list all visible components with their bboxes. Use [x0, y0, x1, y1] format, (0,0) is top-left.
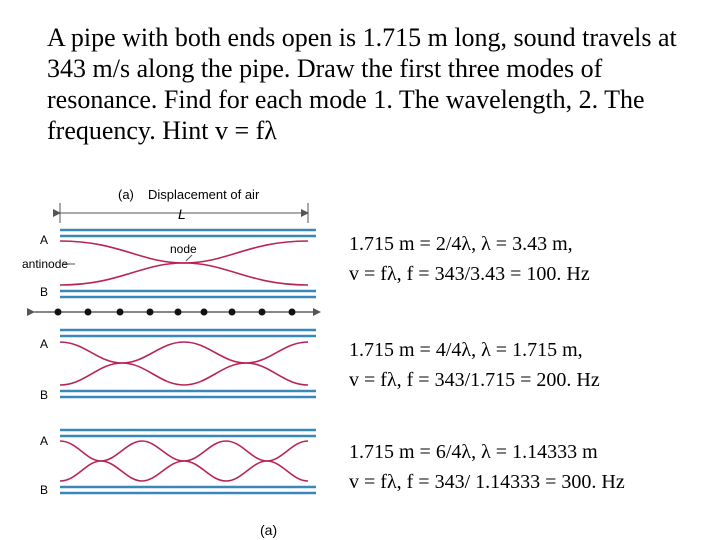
answer-3-frequency: v = fλ, f = 343/ 1.14333 = 300. Hz [349, 471, 625, 493]
label-b: B [40, 388, 49, 402]
answer-2-frequency: v = fλ, f = 343/1.715 = 200. Hz [349, 369, 600, 391]
answer-2-wavelength: 1.715 m = 4/4λ, λ = 1.715 m, [349, 339, 583, 361]
length-label: L [178, 206, 186, 222]
displacement-curve [60, 441, 308, 481]
label-a: A [40, 337, 49, 351]
figure-title: Displacement of air [148, 187, 260, 202]
node-label: node [170, 242, 197, 256]
figure-part-label: (a) [118, 187, 134, 202]
label-b: B [40, 483, 49, 497]
label-a: A [40, 233, 49, 247]
answer-3-wavelength: 1.715 m = 6/4λ, λ = 1.14333 m [349, 441, 598, 463]
air-particle [147, 309, 154, 316]
air-particle [175, 309, 182, 316]
answer-mode-3 [349, 437, 625, 497]
displacement-curve [60, 342, 308, 385]
answer-1-frequency: v = fλ, f = 343/3.43 = 100. Hz [349, 263, 590, 285]
air-particle [229, 309, 236, 316]
mode-2-diagram [40, 330, 316, 402]
displacement-curve [60, 342, 308, 385]
air-particle [85, 309, 92, 316]
air-particle [117, 309, 124, 316]
mode-3-diagram [40, 430, 316, 497]
figure-caption: (a) [260, 522, 278, 538]
air-particle [259, 309, 266, 316]
antinode-label: antinode [22, 257, 69, 271]
label-a: A [40, 434, 49, 448]
answer-1-wavelength: 1.715 m = 2/4λ, λ = 3.43 m, [349, 233, 573, 255]
answer-mode-2 [349, 335, 600, 395]
air-particle [289, 309, 296, 316]
question-text: A pipe with both ends open is 1.715 m long, sound travels at 343 m/s along the pipe. Draw the first three modes of resonance. Find for each mode 1. The wavelength, 2. The frequency. Hint v = fλ [47, 23, 677, 145]
answer-mode-1 [349, 229, 590, 289]
air-particle [201, 309, 208, 316]
air-particle [55, 309, 62, 316]
label-b: B [40, 285, 49, 299]
resonance-modes-figure [0, 175, 330, 540]
mode-1-diagram [22, 230, 316, 299]
air-particle-row [34, 309, 320, 316]
